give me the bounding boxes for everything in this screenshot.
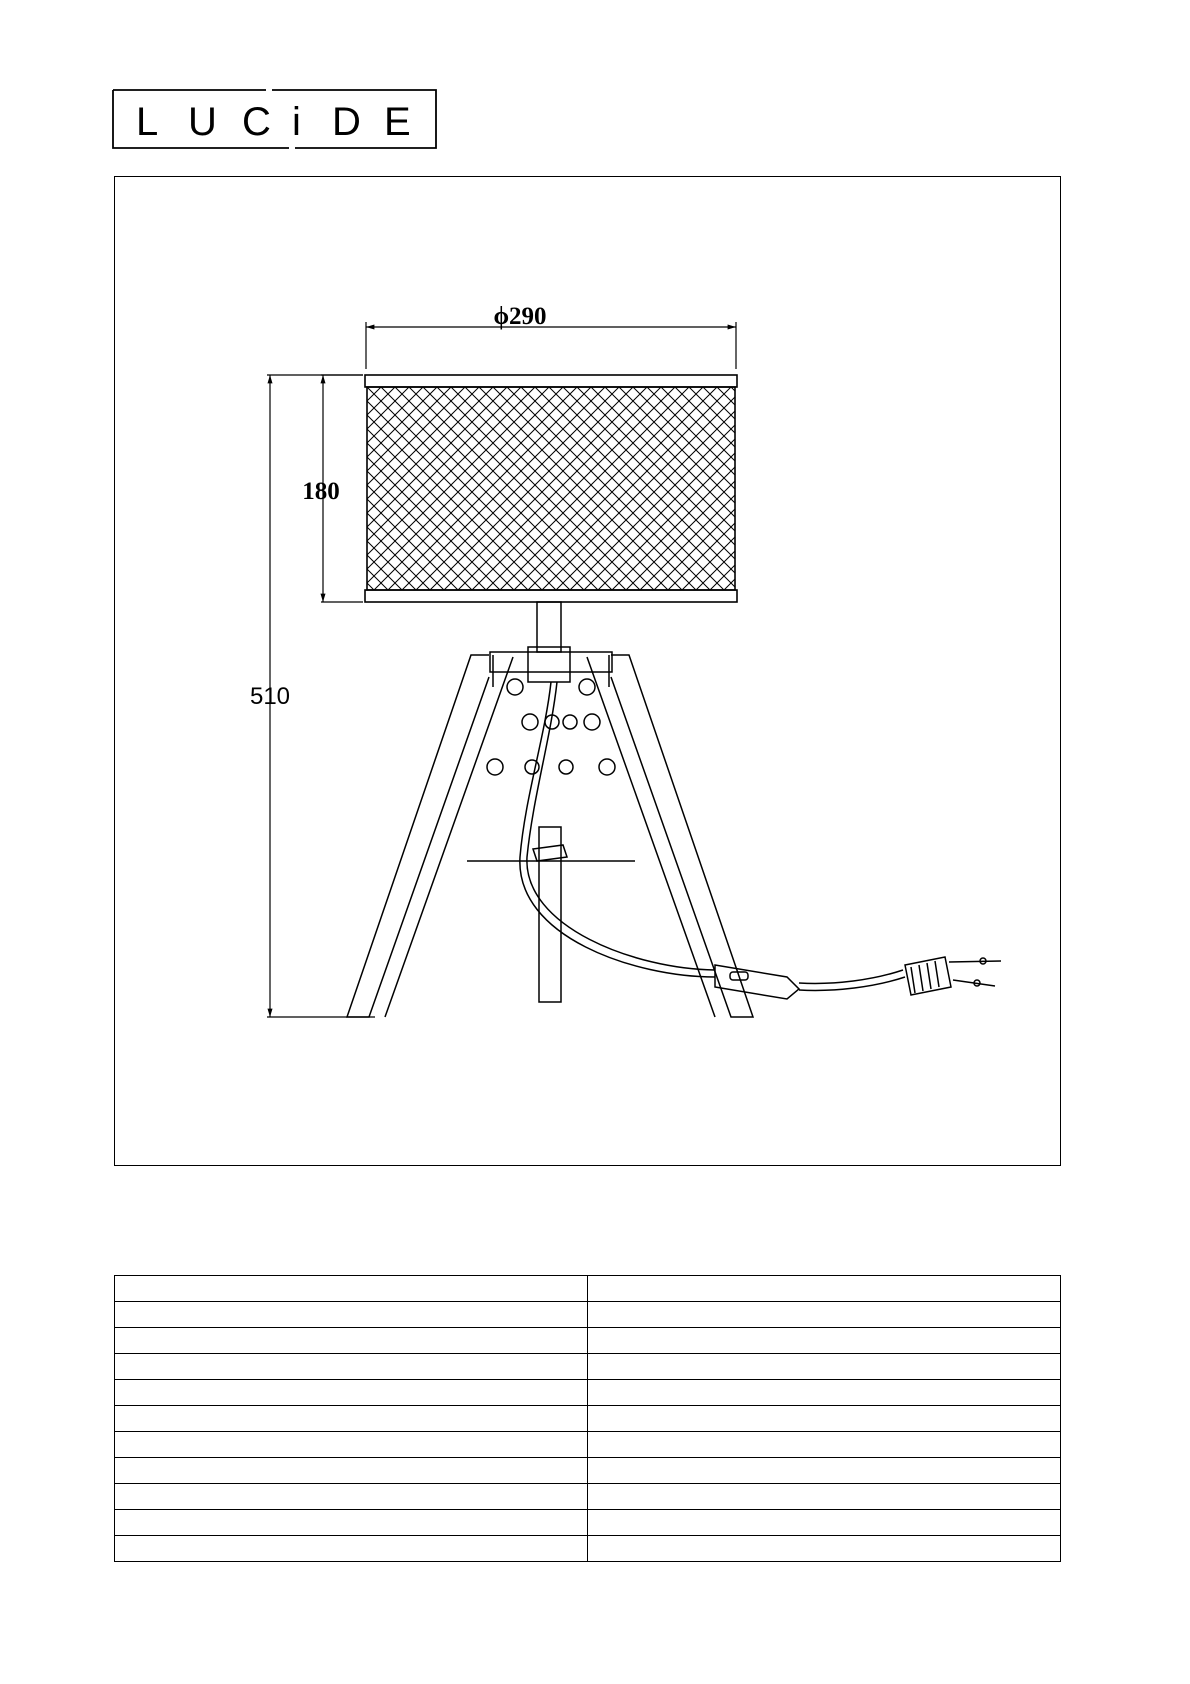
- bolts: [487, 679, 615, 775]
- power-plug: [905, 957, 1001, 995]
- table-cell: [588, 1484, 1061, 1510]
- table-row: [115, 1380, 1061, 1406]
- logo-letter-u: U: [188, 100, 217, 144]
- table-cell: [588, 1406, 1061, 1432]
- table-cell: [115, 1432, 588, 1458]
- logo-letter-d: D: [332, 100, 361, 144]
- table-cell: [115, 1536, 588, 1562]
- tripod-legs: [347, 655, 753, 1017]
- table-cell: [588, 1458, 1061, 1484]
- table-row: [115, 1302, 1061, 1328]
- table-row: [115, 1328, 1061, 1354]
- lamp-shade: [365, 375, 737, 602]
- table-row: [115, 1406, 1061, 1432]
- table-cell: [588, 1328, 1061, 1354]
- table-cell: [588, 1536, 1061, 1562]
- table-row: [115, 1276, 1061, 1302]
- logo-letter-l: L: [136, 100, 159, 144]
- drawing-frame: [114, 176, 1061, 1166]
- diameter-dimension: [366, 322, 736, 369]
- table-cell: [115, 1458, 588, 1484]
- table-cell: [115, 1380, 588, 1406]
- table-row: [115, 1484, 1061, 1510]
- logo-letter-e: E: [384, 100, 411, 144]
- spec-table: [114, 1275, 1061, 1562]
- table-cell: [115, 1276, 588, 1302]
- table-cell: [588, 1510, 1061, 1536]
- table-row: [115, 1354, 1061, 1380]
- lamp-technical-drawing: [115, 177, 1062, 1167]
- shade-height-label: 180: [302, 478, 340, 505]
- table-cell: [588, 1302, 1061, 1328]
- table-cell: [588, 1276, 1061, 1302]
- table-cell: [115, 1406, 588, 1432]
- logo-letter-c: C: [242, 100, 271, 144]
- tripod-head: [487, 647, 615, 775]
- lamp-stem: [537, 602, 561, 1002]
- diameter-label: ϕ290: [493, 303, 547, 330]
- lucide-logo: [112, 88, 438, 150]
- table-row: [115, 1510, 1061, 1536]
- table-cell: [115, 1354, 588, 1380]
- table-cell: [115, 1328, 588, 1354]
- table-cell: [115, 1484, 588, 1510]
- table-cell: [588, 1380, 1061, 1406]
- table-row: [115, 1458, 1061, 1484]
- power-cord: [520, 682, 905, 990]
- inline-switch: [715, 965, 799, 999]
- table-cell: [588, 1354, 1061, 1380]
- total-height-label: 510: [249, 683, 291, 710]
- table-row: [115, 1536, 1061, 1562]
- table-cell: [115, 1510, 588, 1536]
- table-cell: [115, 1302, 588, 1328]
- table-cell: [588, 1432, 1061, 1458]
- logo-letter-i: i: [292, 100, 301, 144]
- table-row: [115, 1432, 1061, 1458]
